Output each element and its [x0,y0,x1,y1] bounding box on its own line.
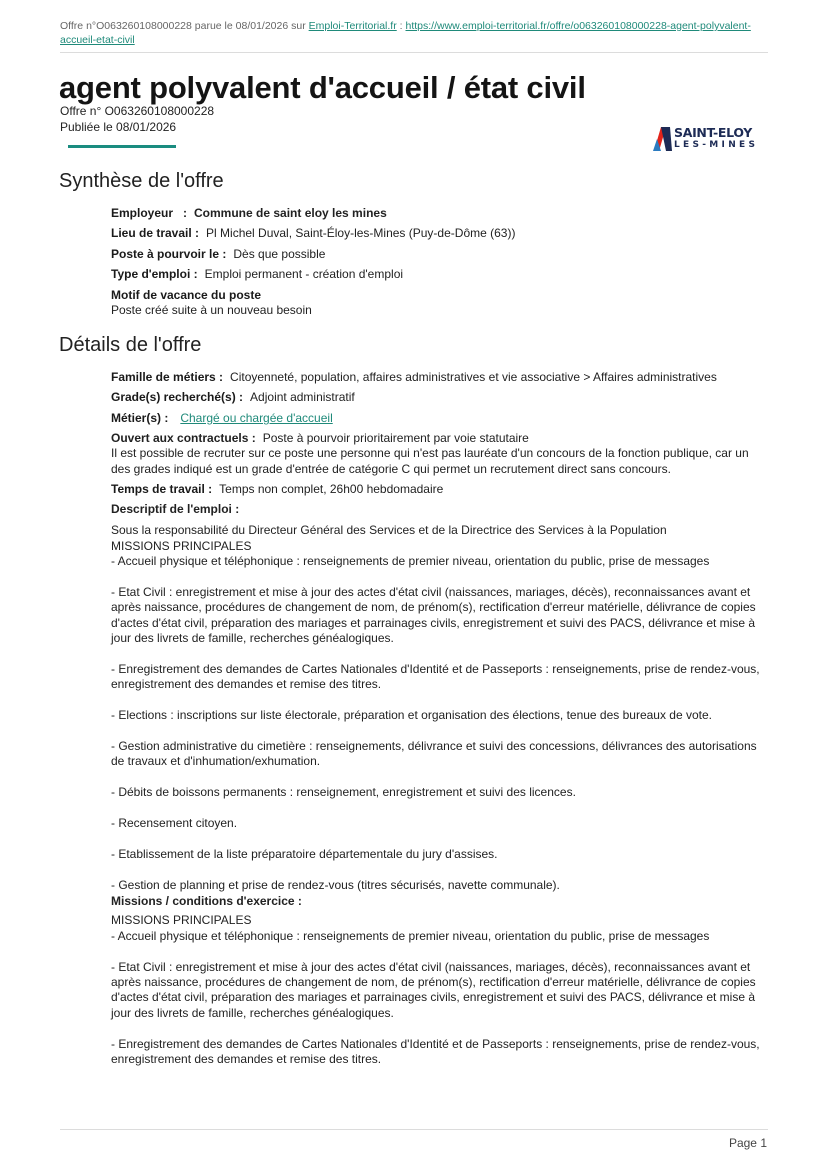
contractuels-value: Poste à pourvoir prioritairement par voie statutaire [262,431,529,445]
field-poste [111,247,325,262]
source-separator: : [399,20,403,32]
contractuels-block [111,431,771,477]
logo-mark-icon [652,125,674,153]
logo-line-1: SAINT-ELOY [674,125,752,140]
temps-value: Temps non complet, 26h00 hebdomadaire [219,482,444,496]
employer-logo [652,124,762,154]
temps-label: Temps de travail : [111,482,213,496]
logo-wordmark [674,126,762,151]
famille-value: Citoyenneté, population, affaires administratives et vie associative > Affaires administratives [230,370,717,384]
field-metiers [111,411,333,426]
poste-label: Poste à pourvoir le : [111,247,227,261]
lieu-value: Pl Michel Duval, Saint-Éloy-les-Mines (Puy-de-Dôme (63)) [206,226,516,240]
offer-url-link[interactable]: https://www.emploi-territorial.fr/offre/o063260108000228-agent-polyvalent-accueil-etat-civil [60,20,751,46]
grades-label: Grade(s) recherché(s) : [111,390,244,404]
descriptif-paragraph: - Gestion administrative du cimetière : renseignements, délivrance et suivi des concessions, délivrances des autorisations de travaux et d'inhumation/exhumation. [111,739,757,769]
missions-paragraph: MISSIONS PRINCIPALES - Accueil physique et téléphonique : renseignements de premier niveau, orientation du public, prise de messages [111,913,710,943]
logo-line-2: LES-MINES [674,140,759,150]
employeur-label: Employeur : [111,206,188,220]
motif-value: Poste créé suite à un nouveau besoin [111,303,312,317]
section-heading-synthese: Synthèse de l'offre [59,170,224,192]
descriptif-paragraph: - Elections : inscriptions sur liste électorale, préparation et organisation des élections, tenue des bureaux de vote. [111,708,713,723]
descriptif-paragraph: - Etablissement de la liste préparatoire départementale du jury d'assises. [111,846,498,861]
field-employeur [111,206,387,221]
field-lieu [111,226,515,241]
descriptif-label: Descriptif de l'emploi : [111,502,240,516]
page-number: Page 1 [728,1136,767,1150]
field-grades [111,390,355,405]
lieu-label: Lieu de travail : [111,226,200,240]
descriptif-paragraph: - Débits de boissons permanents : renseignement, enregistrement et suivi des licences. [111,785,576,800]
missions-block [111,894,771,1067]
field-temps [111,482,443,497]
offer-number: Offre n° O063260108000228 [60,104,215,118]
famille-label: Famille de métiers : [111,370,224,384]
contractuels-note: Il est possible de recruter sur ce poste une personne qui n'est pas lauréate d'un concours de la fonction publique, car un des grades indiqué est un grade d'entrée de catégorie C qui permet un recrutement direct sans concours. [111,446,749,476]
metiers-label: Métier(s) : [111,411,169,425]
missions-paragraph: - Etat Civil : enregistrement et mise à jour des actes d'état civil (naissances, mariages, décès), reconnaissances avant et après naissance, procédures de changement de nom, de prénom(s), rectification d'erreur matérielle, délivrance de copies d'actes d'état civil, préparation des mariages et parrainages civils, enregistrement et suivi des PACS, délivrance et mise à jour des livrets de famille, recherches généalogiques. [111,959,756,1020]
field-type-emploi [111,267,403,282]
employeur-value: Commune de saint eloy les mines [194,206,387,220]
missions-paragraph: - Enregistrement des demandes de Cartes Nationales d'Identité et de Passeports : renseignements, prise de rendez-vous, enregistrement des demandes et remise des titres. [111,1036,760,1067]
missions-paragraphs [111,913,771,1067]
field-famille [111,370,717,385]
field-motif [111,288,312,318]
descriptif-paragraph: - Recensement citoyen. [111,816,238,831]
type-label: Type d'emploi : [111,267,198,281]
descriptif-paragraph: - Etat Civil : enregistrement et mise à jour des actes d'état civil (naissances, mariages, décès), reconnaissances avant et après naissance, procédures de changement de nom, de prénom(s), rectification d'erreur matérielle, délivrance de copies d'actes d'état civil, préparation des mariages et parrainages civils, enregistrement et suivi des PACS, délivrance et mise à jour des livrets de famille, recherches généalogiques. [111,585,756,646]
contractuels-label: Ouvert aux contractuels : [111,431,256,445]
motif-label: Motif de vacance du poste [111,288,262,302]
site-link[interactable]: Emploi-Territorial.fr [308,20,397,32]
metier-link[interactable]: Chargé ou chargée d'accueil [180,411,333,425]
title-accent-bar [68,145,176,148]
descriptif-block [111,502,771,893]
section-heading-details: Détails de l'offre [59,334,202,356]
descriptif-paragraphs [111,523,771,893]
footer-divider [60,1129,768,1130]
header-divider [60,52,768,53]
descriptif-paragraph: - Gestion de planning et prise de rendez-vous (titres sécurisés, navette communale). [111,877,560,892]
grades-value: Adjoint administratif [250,390,355,404]
poste-value: Dès que possible [233,247,326,261]
descriptif-paragraph: - Enregistrement des demandes de Cartes Nationales d'Identité et de Passeports : renseignements, prise de rendez-vous, enregistrement des demandes et remise des titres. [111,662,760,692]
page-title: agent polyvalent d'accueil / état civil [59,70,586,105]
source-line [60,19,770,47]
published-date: Publiée le 08/01/2026 [60,120,177,134]
missions-label: Missions / conditions d'exercice : [111,894,302,908]
source-prefix: Offre n°O063260108000228 parue le 08/01/2026 sur [60,20,306,32]
type-value: Emploi permanent - création d'emploi [204,267,404,281]
descriptif-paragraph: Sous la responsabilité du Directeur Général des Services et de la Directrice des Services à la Population MISSIONS PRINCIPALES - Accueil physique et téléphonique : renseignements de premier niveau, orientation du public, prise de messages [111,523,710,569]
